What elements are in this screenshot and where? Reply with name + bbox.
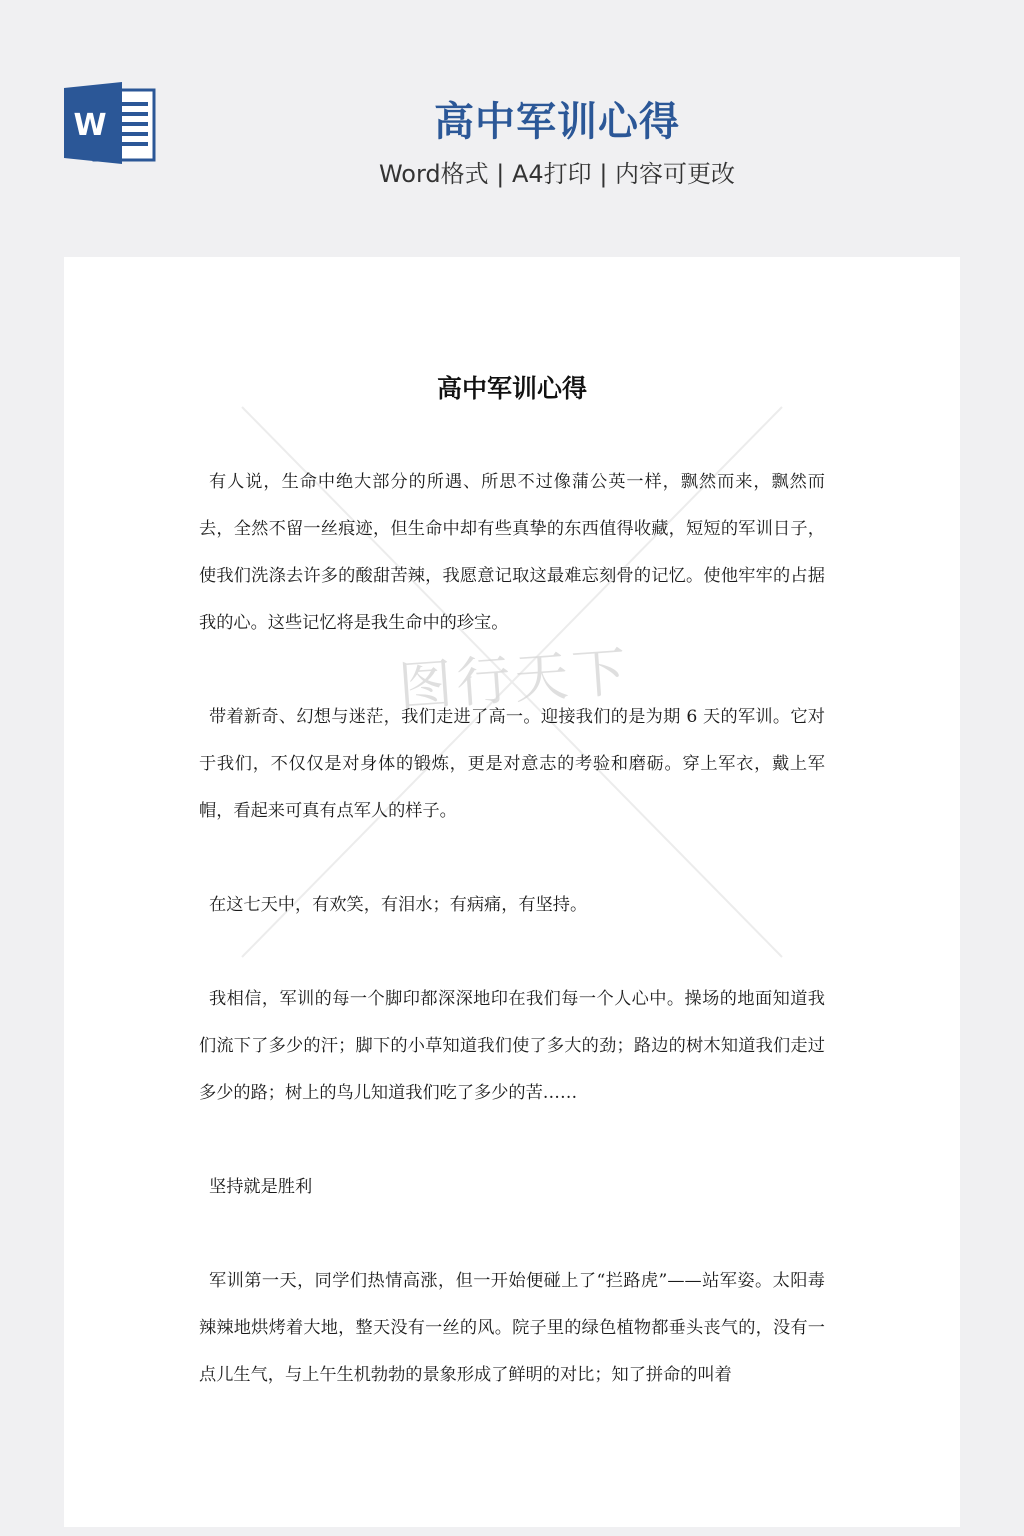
paragraph: 带着新奇、幻想与迷茫，我们走进了高一。迎接我们的是为期 6 天的军训。它对于我们，不仅仅是对身体的锻炼，更是对意志的考验和磨砺。穿上军衣，戴上军帽，看起来可真有点军人的样子。 [199,707,825,821]
paragraph: 在这七天中，有欢笑，有泪水；有病痛，有坚持。 [209,895,588,915]
word-icon [64,82,156,164]
watermark-text: 图行天下 [396,639,633,720]
paragraph: 军训第一天，同学们热情高涨，但一开始便碰上了“拦路虎”——站军姿。太阳毒辣辣地烘烤着大地，整天没有一丝的风。院子里的绿色植物都垂头丧气的，没有一点儿生气，与上午生机勃勃的景象形成了鲜明的对比；知了拼命的叫着 [199,1271,825,1385]
page-subtitle: Word格式 | A4打印 | 内容可更改 [378,160,736,188]
document-page [64,257,960,1527]
document-title: 高中军训心得 [436,374,587,403]
word-icon-letter: W [73,108,107,143]
paragraph: 有人说，生命中绝大部分的所遇、所思不过像蒲公英一样，飘然而来，飘然而去，全然不留一丝痕迹，但生命中却有些真挚的东西值得收藏，短短的军训日子，使我们洗涤去许多的酸甜苦辣，我愿意记取这最难忘刻骨的记忆。使他牢牢的占据我的心。这些记忆将是我生命中的珍宝。 [199,472,825,633]
document-body [199,459,825,1446]
page-title: 高中军训心得 [434,99,680,145]
paragraph: 我相信，军训的每一个脚印都深深地印在我们每一个人心中。操场的地面知道我们流下了多少的汗；脚下的小草知道我们使了多大的劲；路边的树木知道我们走过多少的路；树上的鸟儿知道我们吃了多少的苦…… [199,989,825,1103]
paragraph: 坚持就是胜利 [209,1177,313,1197]
